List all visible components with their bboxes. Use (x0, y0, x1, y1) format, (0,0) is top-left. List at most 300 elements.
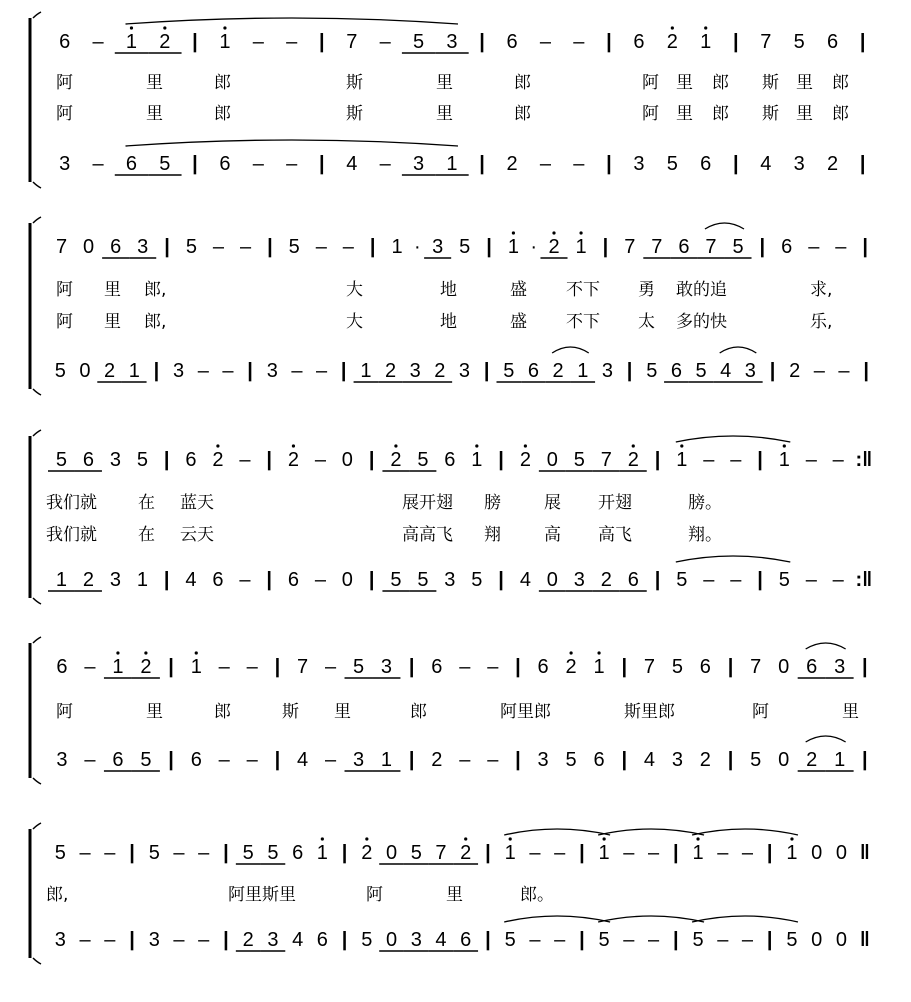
note: 5 (242, 842, 254, 864)
barline: | (769, 360, 776, 382)
high-octave-dot (569, 651, 572, 654)
note: 3 (409, 360, 421, 382)
barline: | (672, 929, 679, 951)
lyric-syllable: 地 (440, 312, 457, 332)
lyric-syllable: 里 (334, 702, 351, 722)
lyric-syllable: 太 (638, 312, 655, 332)
dash-extension: – (239, 569, 251, 591)
note: 5 (793, 31, 805, 53)
lyric-syllable: 阿 (642, 73, 659, 93)
notation-line (48, 436, 872, 471)
barline: | (498, 449, 504, 471)
lyric-syllable: 阿里斯里 (228, 885, 296, 905)
note: 3 (671, 749, 683, 771)
bracket-hook (33, 823, 41, 964)
lyric-syllable: 郎 (712, 104, 729, 124)
note: 5 (413, 31, 425, 53)
barline: | (369, 236, 376, 258)
barline: | (732, 153, 739, 175)
note: 6 (219, 153, 231, 175)
lyric-syllable: 求, (810, 280, 833, 300)
note: 6 (287, 569, 299, 591)
bracket-hook (33, 12, 41, 188)
high-octave-dot (321, 837, 324, 840)
note: 2 (806, 749, 818, 771)
lyric-syllable: 展开翅 (402, 493, 453, 513)
note: 6 (506, 31, 518, 53)
high-octave-dot (365, 837, 368, 840)
note: 2 (519, 449, 531, 471)
lyric-syllable: 里 (842, 702, 859, 722)
lyric-line (46, 525, 722, 545)
barline: ‖ (859, 929, 870, 951)
high-octave-dot (671, 26, 674, 29)
dash-extension: – (173, 929, 185, 951)
barline: | (223, 842, 229, 864)
dash-extension: – (573, 31, 585, 53)
dash-extension: – (717, 929, 729, 951)
barline: | (247, 360, 253, 382)
dash-extension: – (198, 929, 210, 951)
note: 5 (598, 929, 610, 951)
note: 3 (633, 153, 645, 175)
lyric-syllable: 里 (446, 885, 463, 905)
lyric-syllable: 斯 (346, 104, 363, 124)
note: 3 (410, 929, 422, 951)
note: 3 (54, 929, 66, 951)
high-octave-dot (790, 837, 793, 840)
dash-extension: – (246, 656, 258, 678)
dash-extension: – (703, 449, 715, 471)
lyric-syllable: 阿 (56, 702, 73, 722)
note: 2 (506, 153, 518, 175)
high-octave-dot (579, 231, 582, 234)
note: 0 (546, 449, 558, 471)
barline: | (486, 236, 492, 258)
note: 2 (552, 360, 564, 382)
lyric-syllable: 勇 (638, 280, 655, 300)
note: 1 (391, 236, 403, 258)
lyric-syllable: 郎 (832, 73, 849, 93)
dash-extension: – (92, 31, 104, 53)
barline: | (485, 929, 491, 951)
note: 5 (671, 656, 683, 678)
lyric-syllable: 郎 (410, 702, 427, 722)
lyric-syllable: 敢的追 (676, 280, 727, 300)
barline: | (621, 656, 628, 678)
note: 6 (527, 360, 540, 382)
note: 3 (109, 569, 121, 591)
note: 5 (471, 569, 483, 591)
note: 3 (444, 569, 456, 591)
note: 5 (646, 360, 658, 382)
note: 1 (504, 842, 516, 864)
lyric-syllable: 大 (346, 280, 363, 300)
lyric-syllable: 阿 (56, 280, 73, 300)
lyric-syllable: 郎, (46, 885, 69, 905)
barline: | (479, 31, 485, 53)
note: 2 (827, 153, 839, 175)
note: 2 (699, 749, 711, 771)
dash-extension: – (805, 449, 817, 471)
high-octave-dot (509, 837, 512, 840)
slur-arc (676, 556, 790, 562)
lyric-syllable: 里 (796, 73, 813, 93)
note: 6 (633, 31, 645, 53)
note: 5 (732, 236, 744, 258)
dash-extension: – (730, 449, 742, 471)
dash-extension: – (838, 360, 850, 382)
slur-arc (692, 829, 798, 835)
lyric-syllable: 里 (104, 280, 121, 300)
barline: :‖ (855, 569, 873, 591)
lyric-syllable: 里 (436, 104, 453, 124)
barline: | (192, 153, 198, 175)
note: 2 (666, 31, 678, 53)
high-octave-dot (632, 444, 635, 447)
note: 0 (811, 929, 823, 951)
note: 1 (778, 449, 790, 471)
dash-extension: – (104, 929, 116, 951)
dash-extension: – (832, 449, 844, 471)
note: 3 (793, 153, 805, 175)
note: 6 (316, 929, 328, 951)
lyric-syllable: 阿 (642, 104, 659, 124)
barline: | (163, 569, 170, 591)
dash-extension: – (459, 656, 471, 678)
lyric-syllable: 阿 (366, 885, 383, 905)
lyric-line (56, 702, 859, 722)
barline: | (859, 31, 866, 53)
lyric-syllable: 阿 (56, 312, 73, 332)
barline: ‖ (859, 842, 870, 864)
high-octave-dot (144, 651, 147, 654)
lyric-syllable: 乐, (810, 312, 833, 332)
note: 5 (778, 569, 790, 591)
slur-arc (125, 140, 458, 146)
notation-line (55, 829, 870, 864)
note: 5 (159, 153, 171, 175)
lyric-line (56, 73, 849, 93)
notation-line (55, 347, 869, 382)
note: 1 (676, 449, 688, 471)
barline: | (408, 749, 415, 771)
notation-line (48, 556, 872, 591)
dash-extension: – (324, 656, 337, 678)
note: 1 (471, 449, 483, 471)
note: 4 (519, 569, 531, 591)
barline: | (862, 236, 868, 258)
note: 7 (750, 656, 762, 678)
lyric-syllable: 不下 (566, 312, 600, 332)
note: 1 (834, 749, 846, 771)
slur-arc (598, 916, 704, 922)
barline: | (153, 360, 160, 382)
note: 0 (835, 842, 847, 864)
barline: | (759, 236, 766, 258)
note: 4 (435, 929, 447, 951)
dash-extension: – (623, 929, 635, 951)
dash-extension: – (808, 236, 820, 258)
note: 3 (537, 749, 549, 771)
note: 3 (109, 449, 121, 471)
lyric-syllable: 斯 (762, 73, 779, 93)
lyric-syllable: 展 (544, 493, 561, 513)
lyric-line (56, 312, 832, 332)
lyric-syllable: 在 (138, 525, 155, 545)
note: 2 (361, 842, 373, 864)
note: 5 (410, 842, 422, 864)
barline: | (163, 449, 170, 471)
note: 0 (778, 656, 790, 678)
note: 2 (600, 569, 612, 591)
note: 4 (720, 360, 732, 382)
lyric-syllable: 膀。 (688, 493, 722, 513)
barline: | (129, 929, 135, 951)
note: 5 (352, 656, 365, 678)
note: 1 (136, 569, 148, 591)
barline: | (318, 153, 325, 175)
dash-extension: – (554, 842, 566, 864)
lyric-syllable: 盛 (510, 280, 527, 300)
note: 3 (413, 153, 425, 175)
note: 5 (361, 929, 373, 951)
note: 0 (835, 929, 847, 951)
barline: | (621, 749, 628, 771)
lyric-syllable: 里 (146, 73, 163, 93)
lyric-syllable: 不下 (566, 280, 600, 300)
barline: | (757, 569, 763, 591)
dash-extension: – (554, 929, 566, 951)
system-2 (30, 430, 872, 604)
note: 5 (692, 929, 704, 951)
note: 7 (760, 31, 772, 53)
note: 7 (651, 236, 663, 258)
note: 5 (136, 449, 148, 471)
high-octave-dot (524, 444, 527, 447)
lyric-syllable: 里 (676, 104, 693, 124)
note: · (414, 236, 421, 258)
bracket-hook (33, 637, 41, 784)
barline: | (859, 153, 866, 175)
barline: | (626, 360, 633, 382)
barline: | (274, 749, 281, 771)
notation-line (56, 736, 867, 771)
note: 4 (346, 153, 358, 175)
note: · (530, 236, 538, 258)
note: 7 (55, 236, 68, 258)
dash-extension: – (79, 929, 91, 951)
note: 2 (460, 842, 472, 864)
barline: | (732, 31, 739, 53)
note: 2 (789, 360, 801, 382)
barline: | (654, 569, 661, 591)
lyric-syllable: 我们就 (46, 493, 97, 513)
dash-extension: – (286, 31, 298, 53)
note: 5 (565, 749, 577, 771)
slur-arc (598, 829, 704, 835)
note: 0 (341, 569, 353, 591)
slur-arc (692, 916, 798, 922)
note: 2 (212, 449, 224, 471)
barline: | (266, 449, 272, 471)
lyric-syllable: 斯 (282, 702, 299, 722)
lyric-syllable: 斯里郎 (624, 702, 675, 722)
note: 3 (137, 236, 149, 258)
dash-extension: – (324, 749, 337, 771)
dash-extension: – (703, 569, 715, 591)
high-octave-dot (130, 26, 133, 29)
barline: | (766, 929, 773, 951)
barline: | (266, 569, 272, 591)
note: 5 (267, 842, 279, 864)
note: 7 (643, 656, 655, 678)
barline: | (606, 153, 612, 175)
note: 6 (627, 569, 639, 591)
dash-extension: – (212, 236, 225, 258)
lyric-syllable: 里 (676, 73, 693, 93)
note: 1 (55, 569, 68, 591)
barline: | (341, 929, 348, 951)
lyric-line (46, 492, 722, 513)
notation-line (56, 643, 867, 678)
lyric-syllable: 我们就 (46, 525, 97, 545)
note: 1 (786, 842, 798, 864)
note: 1 (125, 31, 138, 53)
lyric-syllable: 蓝天 (180, 493, 214, 513)
note: 1 (316, 842, 328, 864)
note: 5 (573, 449, 585, 471)
high-octave-dot (603, 837, 606, 840)
dash-extension: – (239, 449, 251, 471)
barline: | (129, 842, 135, 864)
note: 5 (695, 360, 707, 382)
lyric-syllable: 高 (544, 525, 561, 545)
note: 1 (360, 360, 372, 382)
bracket-hook (33, 217, 41, 395)
notation-line (59, 18, 865, 53)
note: 3 (173, 360, 185, 382)
high-octave-dot (116, 651, 119, 654)
note: 4 (292, 929, 304, 951)
barline: | (368, 569, 375, 591)
high-octave-dot (223, 26, 226, 29)
lyric-syllable: 翔 (484, 525, 501, 545)
note: 5 (417, 569, 429, 591)
note: 3 (601, 360, 613, 382)
dash-extension: – (717, 842, 729, 864)
note: 2 (287, 449, 299, 471)
high-octave-dot (597, 651, 600, 654)
high-octave-dot (696, 837, 699, 840)
note: 6 (125, 153, 138, 175)
slur-arc (720, 347, 757, 353)
system-0 (30, 12, 865, 188)
note: 3 (148, 929, 160, 951)
barline: | (267, 236, 273, 258)
note: 6 (678, 236, 690, 258)
note: 0 (385, 842, 398, 864)
lyric-syllable: 膀 (484, 493, 501, 513)
dash-extension: – (741, 842, 754, 864)
note: 3 (59, 153, 71, 175)
note: 6 (806, 656, 818, 678)
note: 1 (692, 842, 704, 864)
lyric-syllable: 开翅 (598, 493, 632, 513)
barline: | (515, 749, 521, 771)
system-3 (30, 637, 868, 784)
dash-extension: – (623, 842, 635, 864)
dash-extension: – (487, 749, 499, 771)
dash-extension: – (342, 236, 354, 258)
note: 6 (781, 236, 793, 258)
note: 1 (112, 656, 124, 678)
note: 5 (417, 449, 429, 471)
note: 2 (82, 569, 95, 591)
barline: | (192, 31, 198, 53)
note: 7 (600, 449, 612, 471)
high-octave-dot (464, 837, 467, 840)
note: 6 (460, 929, 472, 951)
lyric-syllable: 郎 (214, 702, 231, 722)
note: 0 (811, 842, 823, 864)
note: 7 (296, 656, 309, 678)
dash-extension: – (218, 749, 230, 771)
lyric-syllable: 大 (346, 312, 363, 332)
barline: | (515, 656, 521, 678)
lyric-syllable: 阿 (56, 104, 73, 124)
lyric-syllable: 郎 (514, 104, 531, 124)
note: 7 (435, 842, 447, 864)
dash-extension: – (252, 31, 264, 53)
note: 1 (575, 236, 587, 258)
note: 3 (744, 360, 756, 382)
note: 0 (79, 360, 91, 382)
barline: | (727, 749, 734, 771)
barline: | (606, 31, 612, 53)
dash-extension: – (379, 153, 391, 175)
dash-extension: – (246, 749, 258, 771)
note: 4 (760, 153, 772, 175)
high-octave-dot (680, 444, 683, 447)
note: 5 (504, 929, 516, 951)
dash-extension: – (459, 749, 471, 771)
barline: | (483, 360, 490, 382)
notation-line (55, 916, 870, 951)
dash-extension: – (315, 360, 328, 382)
dash-extension: – (104, 842, 116, 864)
barline: :‖ (855, 449, 873, 471)
dash-extension: – (647, 842, 660, 864)
note: 6 (670, 360, 682, 382)
high-octave-dot (216, 444, 219, 447)
note: 6 (56, 656, 68, 678)
barline: | (408, 656, 415, 678)
high-octave-dot (552, 231, 555, 234)
lyric-syllable: 郎。 (520, 885, 554, 905)
lyric-line (56, 280, 832, 300)
lyric-syllable: 郎, (144, 280, 167, 300)
notation-line (56, 223, 868, 258)
note: 6 (82, 449, 95, 471)
note: 5 (148, 842, 160, 864)
lyric-line (46, 885, 554, 905)
lyric-syllable: 郎 (712, 73, 729, 93)
note: 1 (598, 842, 610, 864)
dash-extension: – (198, 842, 210, 864)
note: 6 (112, 749, 124, 771)
bracket-hook (33, 430, 41, 604)
